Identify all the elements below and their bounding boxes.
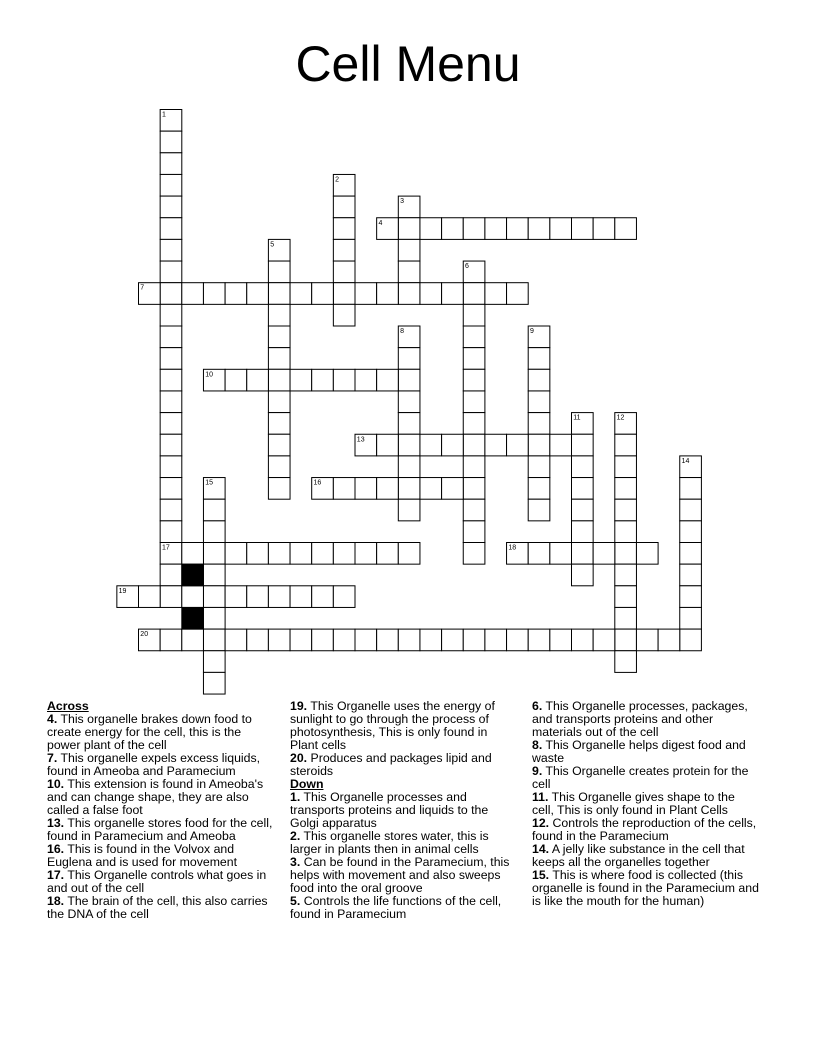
grid-cell[interactable]: [572, 434, 594, 456]
clue-number-12: 12: [616, 414, 625, 422]
grid-cell[interactable]: [333, 369, 355, 391]
across-heading: Across: [47, 699, 89, 713]
grid-cell[interactable]: [680, 543, 702, 565]
grid-cell[interactable]: [160, 499, 182, 521]
grid-cell[interactable]: [160, 391, 182, 413]
grid-cell[interactable]: [398, 629, 420, 651]
grid-cell[interactable]: [312, 586, 334, 608]
grid-cell[interactable]: [398, 543, 420, 565]
grid-cell[interactable]: [225, 369, 247, 391]
grid-cell[interactable]: [615, 434, 637, 456]
clue-column-3: [532, 700, 760, 908]
grid-cell[interactable]: [377, 369, 399, 391]
grid-cell[interactable]: [442, 629, 464, 651]
clue-number-2: 2: [335, 176, 340, 184]
grid-cell[interactable]: [528, 348, 550, 370]
grid-cell[interactable]: [268, 391, 290, 413]
grid-cell[interactable]: [550, 218, 572, 240]
grid-cell[interactable]: [507, 629, 529, 651]
grid-cell[interactable]: [160, 218, 182, 240]
clue-number-13: 13: [356, 436, 365, 444]
clue-across-16: 16. This is found in the Volvox and Euglena and is used for movement: [47, 842, 238, 869]
grid-cell[interactable]: [160, 153, 182, 175]
grid-cell[interactable]: [333, 304, 355, 326]
clue-down-6: 6. This Organelle processes, packages, and transports proteins and other materials out of the cell: [532, 699, 748, 739]
grid-cell[interactable]: [636, 629, 658, 651]
grid-cell[interactable]: [377, 543, 399, 565]
grid-cell[interactable]: [268, 261, 290, 283]
grid-cell[interactable]: [398, 456, 420, 478]
grid-cell[interactable]: [160, 304, 182, 326]
grid-cell[interactable]: [160, 283, 182, 305]
clue-down-11: 11. This Organelle gives shape to the cell, This is only found in Plant Cells: [532, 790, 735, 817]
grid-cell[interactable]: [528, 456, 550, 478]
grid-cell[interactable]: [636, 543, 658, 565]
grid-cell[interactable]: [355, 478, 377, 500]
grid-cell[interactable]: [398, 391, 420, 413]
clue-down-5: 5. Controls the life functions of the cell, found in Paramecium: [290, 894, 502, 921]
grid-cell[interactable]: [160, 369, 182, 391]
clue-down-2: 2. This organelle stores water, this is larger in plants then in animal cells: [290, 829, 489, 856]
clue-across-20: 20. Produces and packages lipid and steroids: [290, 751, 492, 778]
grid-cell[interactable]: [333, 586, 355, 608]
grid-cell[interactable]: [312, 369, 334, 391]
grid-cell[interactable]: [615, 543, 637, 565]
clue-number-4: 4: [378, 219, 383, 227]
grid-cell[interactable]: [203, 629, 225, 651]
grid-cell[interactable]: [507, 434, 529, 456]
grid-cell[interactable]: [463, 478, 485, 500]
clue-across-13: 13. This organelle stores food for the cell, found in Paramecium and Ameoba: [47, 816, 273, 843]
grid-cell[interactable]: [182, 283, 204, 305]
grid-cell[interactable]: [268, 283, 290, 305]
grid-cell[interactable]: [528, 218, 550, 240]
grid-cell[interactable]: [182, 629, 204, 651]
grid-cell[interactable]: [463, 521, 485, 543]
black-square: [182, 607, 204, 629]
grid-cell[interactable]: [160, 586, 182, 608]
grid-cell[interactable]: [680, 499, 702, 521]
grid-cell[interactable]: [442, 434, 464, 456]
grid-cell[interactable]: [528, 391, 550, 413]
grid-cell[interactable]: [247, 629, 269, 651]
grid-cell[interactable]: [507, 283, 529, 305]
grid-cell[interactable]: [377, 283, 399, 305]
grid-cell[interactable]: [528, 543, 550, 565]
grid-cell[interactable]: [312, 543, 334, 565]
clue-down-3: 3. Can be found in the Paramecium, this helps with movement and also sweeps food into the oral groove: [290, 855, 510, 895]
grid-cell[interactable]: [203, 543, 225, 565]
grid-cell[interactable]: [615, 651, 637, 673]
grid-cell[interactable]: [268, 304, 290, 326]
grid-cell[interactable]: [333, 239, 355, 261]
grid-cell[interactable]: [203, 499, 225, 521]
grid-cell[interactable]: [615, 478, 637, 500]
grid-cell[interactable]: [680, 629, 702, 651]
grid-cell[interactable]: [333, 261, 355, 283]
grid-cell[interactable]: [615, 607, 637, 629]
grid-cell[interactable]: [572, 521, 594, 543]
grid-cell[interactable]: [463, 499, 485, 521]
grid-cell[interactable]: [507, 218, 529, 240]
grid-cell[interactable]: [377, 434, 399, 456]
grid-cell[interactable]: [463, 434, 485, 456]
grid-cell[interactable]: [333, 196, 355, 218]
grid-cell[interactable]: [420, 629, 442, 651]
clue-across-7: 7. This organelle expels excess liquids, found in Ameoba and Paramecium: [47, 751, 261, 778]
grid-cell[interactable]: [355, 283, 377, 305]
grid-cell[interactable]: [160, 521, 182, 543]
grid-cell[interactable]: [572, 218, 594, 240]
grid-cell[interactable]: [442, 218, 464, 240]
grid-cell[interactable]: [377, 629, 399, 651]
grid-cell[interactable]: [268, 586, 290, 608]
grid-cell[interactable]: [550, 434, 572, 456]
grid-cell[interactable]: [160, 261, 182, 283]
grid-cell[interactable]: [290, 283, 312, 305]
grid-cell[interactable]: [680, 586, 702, 608]
clue-across-4: 4. This organelle brakes down food to create energy for the cell, this is the power plant of the cell: [47, 712, 252, 752]
grid-cell[interactable]: [572, 456, 594, 478]
grid-cell[interactable]: [225, 629, 247, 651]
grid-cell[interactable]: [268, 413, 290, 435]
grid-cell[interactable]: [398, 369, 420, 391]
grid-cell[interactable]: [593, 543, 615, 565]
grid-cell[interactable]: [463, 304, 485, 326]
clue-number-1: 1: [161, 111, 166, 119]
clue-number-8: 8: [400, 328, 405, 335]
grid-cell[interactable]: [203, 651, 225, 673]
grid-cell[interactable]: [593, 218, 615, 240]
grid-cell[interactable]: [485, 283, 507, 305]
grid-cell[interactable]: [528, 434, 550, 456]
clue-number-11: 11: [573, 414, 581, 422]
grid-cell[interactable]: [485, 218, 507, 240]
clue-number-20: 20: [140, 631, 149, 639]
grid-cell[interactable]: [312, 283, 334, 305]
grid-cell[interactable]: [355, 543, 377, 565]
grid-cell[interactable]: [420, 478, 442, 500]
grid-cell[interactable]: [593, 629, 615, 651]
grid-cell[interactable]: [247, 586, 269, 608]
grid-cell[interactable]: [680, 564, 702, 586]
grid-cell[interactable]: [268, 369, 290, 391]
clue-number-7: 7: [140, 284, 145, 292]
clue-down-12: 12. Controls the reproduction of the cells, found in the Paramecium: [532, 816, 757, 843]
grid-cell[interactable]: [290, 543, 312, 565]
grid-cell[interactable]: [268, 543, 290, 565]
grid-cell[interactable]: [615, 499, 637, 521]
grid-cell[interactable]: [398, 413, 420, 435]
grid-cell[interactable]: [680, 607, 702, 629]
grid-cell[interactable]: [463, 543, 485, 565]
clue-down-8: 8. This Organelle helps digest food and waste: [532, 738, 746, 765]
grid-cell[interactable]: [463, 413, 485, 435]
grid-cell[interactable]: [203, 283, 225, 305]
grid-cell[interactable]: [420, 283, 442, 305]
grid-cell[interactable]: [463, 456, 485, 478]
grid-cell[interactable]: [225, 283, 247, 305]
grid-cell[interactable]: [463, 629, 485, 651]
grid-cell[interactable]: [528, 369, 550, 391]
grid-cell[interactable]: [463, 326, 485, 348]
grid-cell[interactable]: [463, 391, 485, 413]
grid-cell[interactable]: [550, 543, 572, 565]
grid-cell[interactable]: [333, 218, 355, 240]
grid-cell[interactable]: [247, 543, 269, 565]
grid-cell[interactable]: [160, 239, 182, 261]
grid-cell[interactable]: [680, 478, 702, 500]
grid-cell[interactable]: [160, 196, 182, 218]
grid-cell[interactable]: [139, 586, 161, 608]
grid-cell[interactable]: [247, 369, 269, 391]
grid-cell[interactable]: [355, 369, 377, 391]
grid-cell[interactable]: [203, 607, 225, 629]
clue-number-16: 16: [313, 479, 322, 487]
grid-cell[interactable]: [528, 413, 550, 435]
grid-cell[interactable]: [420, 434, 442, 456]
grid-cell[interactable]: [225, 586, 247, 608]
grid-cell[interactable]: [268, 434, 290, 456]
grid-cell[interactable]: [160, 348, 182, 370]
grid-cell[interactable]: [463, 348, 485, 370]
grid-cell[interactable]: [225, 543, 247, 565]
grid-cell[interactable]: [572, 478, 594, 500]
grid-cell[interactable]: [268, 326, 290, 348]
grid-cell[interactable]: [333, 478, 355, 500]
grid-cell[interactable]: [182, 543, 204, 565]
grid-cell[interactable]: [398, 283, 420, 305]
grid-cell[interactable]: [680, 521, 702, 543]
grid-cell[interactable]: [463, 283, 485, 305]
clue-down-15: 15. This is where food is collected (this organelle is found in the Paramecium and is like the mouth for the human): [532, 868, 759, 908]
grid-cell[interactable]: [290, 629, 312, 651]
grid-cell[interactable]: [160, 326, 182, 348]
grid-cell[interactable]: [615, 586, 637, 608]
grid-cell[interactable]: [420, 218, 442, 240]
grid-cell[interactable]: [398, 218, 420, 240]
black-square: [182, 564, 204, 586]
grid-cell[interactable]: [268, 629, 290, 651]
clue-column-1: [47, 700, 275, 921]
grid-cell[interactable]: [312, 629, 334, 651]
clue-number-5: 5: [270, 241, 275, 249]
grid-cell[interactable]: [203, 672, 225, 694]
grid-cell[interactable]: [290, 586, 312, 608]
clue-across-17: 17. This Organelle controls what goes in and out of the cell: [47, 868, 267, 895]
grid-cell[interactable]: [160, 564, 182, 586]
grid-cell[interactable]: [160, 629, 182, 651]
clue-number-18: 18: [508, 544, 517, 552]
clue-down-14: 14. A jelly like substance in the cell that keeps all the organelles together: [532, 842, 745, 869]
grid-cell[interactable]: [615, 521, 637, 543]
grid-cell[interactable]: [615, 456, 637, 478]
grid-cell[interactable]: [203, 586, 225, 608]
clue-number-17: 17: [161, 544, 170, 552]
grid-cell[interactable]: [247, 283, 269, 305]
grid-cell[interactable]: [398, 478, 420, 500]
grid-cell[interactable]: [398, 239, 420, 261]
grid-cell[interactable]: [377, 478, 399, 500]
grid-cell[interactable]: [398, 261, 420, 283]
grid-cell[interactable]: [268, 348, 290, 370]
clue-number-3: 3: [400, 198, 405, 206]
grid-cell[interactable]: [290, 369, 312, 391]
grid-cell[interactable]: [528, 499, 550, 521]
grid-cell[interactable]: [463, 218, 485, 240]
grid-cell[interactable]: [442, 478, 464, 500]
grid-cell[interactable]: [550, 629, 572, 651]
clue-across-19: 19. This Organelle uses the energy of sunlight to go through the process of photosynthesis, This is only found in Plant cells: [290, 699, 495, 752]
grid-cell[interactable]: [160, 434, 182, 456]
clue-number-9: 9: [530, 328, 534, 335]
grid-cell[interactable]: [160, 413, 182, 435]
clue-down-9: 9. This Organelle creates protein for the cell: [532, 764, 749, 791]
clue-down-1: 1. This Organelle processes and transports proteins and liquids to the Golgi apparatus: [290, 790, 489, 830]
grid-cell[interactable]: [160, 478, 182, 500]
grid-cell[interactable]: [268, 478, 290, 500]
grid-cell[interactable]: [203, 521, 225, 543]
grid-cell[interactable]: [398, 348, 420, 370]
grid-cell[interactable]: [485, 434, 507, 456]
grid-cell[interactable]: [333, 629, 355, 651]
grid-cell[interactable]: [615, 218, 637, 240]
grid-cell[interactable]: [333, 283, 355, 305]
clue-column-2: [290, 700, 518, 921]
grid-cell[interactable]: [398, 434, 420, 456]
grid-cell[interactable]: [442, 283, 464, 305]
grid-cell[interactable]: [160, 456, 182, 478]
grid-cell[interactable]: [615, 629, 637, 651]
grid-cell[interactable]: [528, 478, 550, 500]
down-heading: Down: [290, 777, 324, 791]
grid-cell[interactable]: [572, 543, 594, 565]
grid-cell[interactable]: [268, 456, 290, 478]
grid-cell[interactable]: [572, 499, 594, 521]
clue-number-15: 15: [205, 479, 214, 487]
grid-cell[interactable]: [463, 369, 485, 391]
grid-cell[interactable]: [160, 174, 182, 196]
grid-cell[interactable]: [572, 629, 594, 651]
grid-cell[interactable]: [203, 564, 225, 586]
grid-cell[interactable]: [160, 131, 182, 153]
grid-cell[interactable]: [355, 629, 377, 651]
clue-across-18: 18. The brain of the cell, this also carries the DNA of the cell: [47, 894, 268, 921]
puzzle-title: Cell Menu: [295, 36, 521, 92]
grid-cell[interactable]: [398, 499, 420, 521]
clue-number-10: 10: [205, 371, 214, 379]
clue-number-14: 14: [681, 457, 690, 465]
grid-cell[interactable]: [572, 564, 594, 586]
grid-cell[interactable]: [528, 629, 550, 651]
grid-cell[interactable]: [333, 543, 355, 565]
grid-cell[interactable]: [615, 564, 637, 586]
grid-cell[interactable]: [182, 586, 204, 608]
clue-number-6: 6: [465, 263, 469, 271]
clue-across-10: 10. This extension is found in Ameoba's and can change shape, they are also called a false foot: [47, 777, 264, 817]
grid-cell[interactable]: [485, 629, 507, 651]
clue-number-19: 19: [118, 587, 127, 595]
grid-cell[interactable]: [658, 629, 680, 651]
